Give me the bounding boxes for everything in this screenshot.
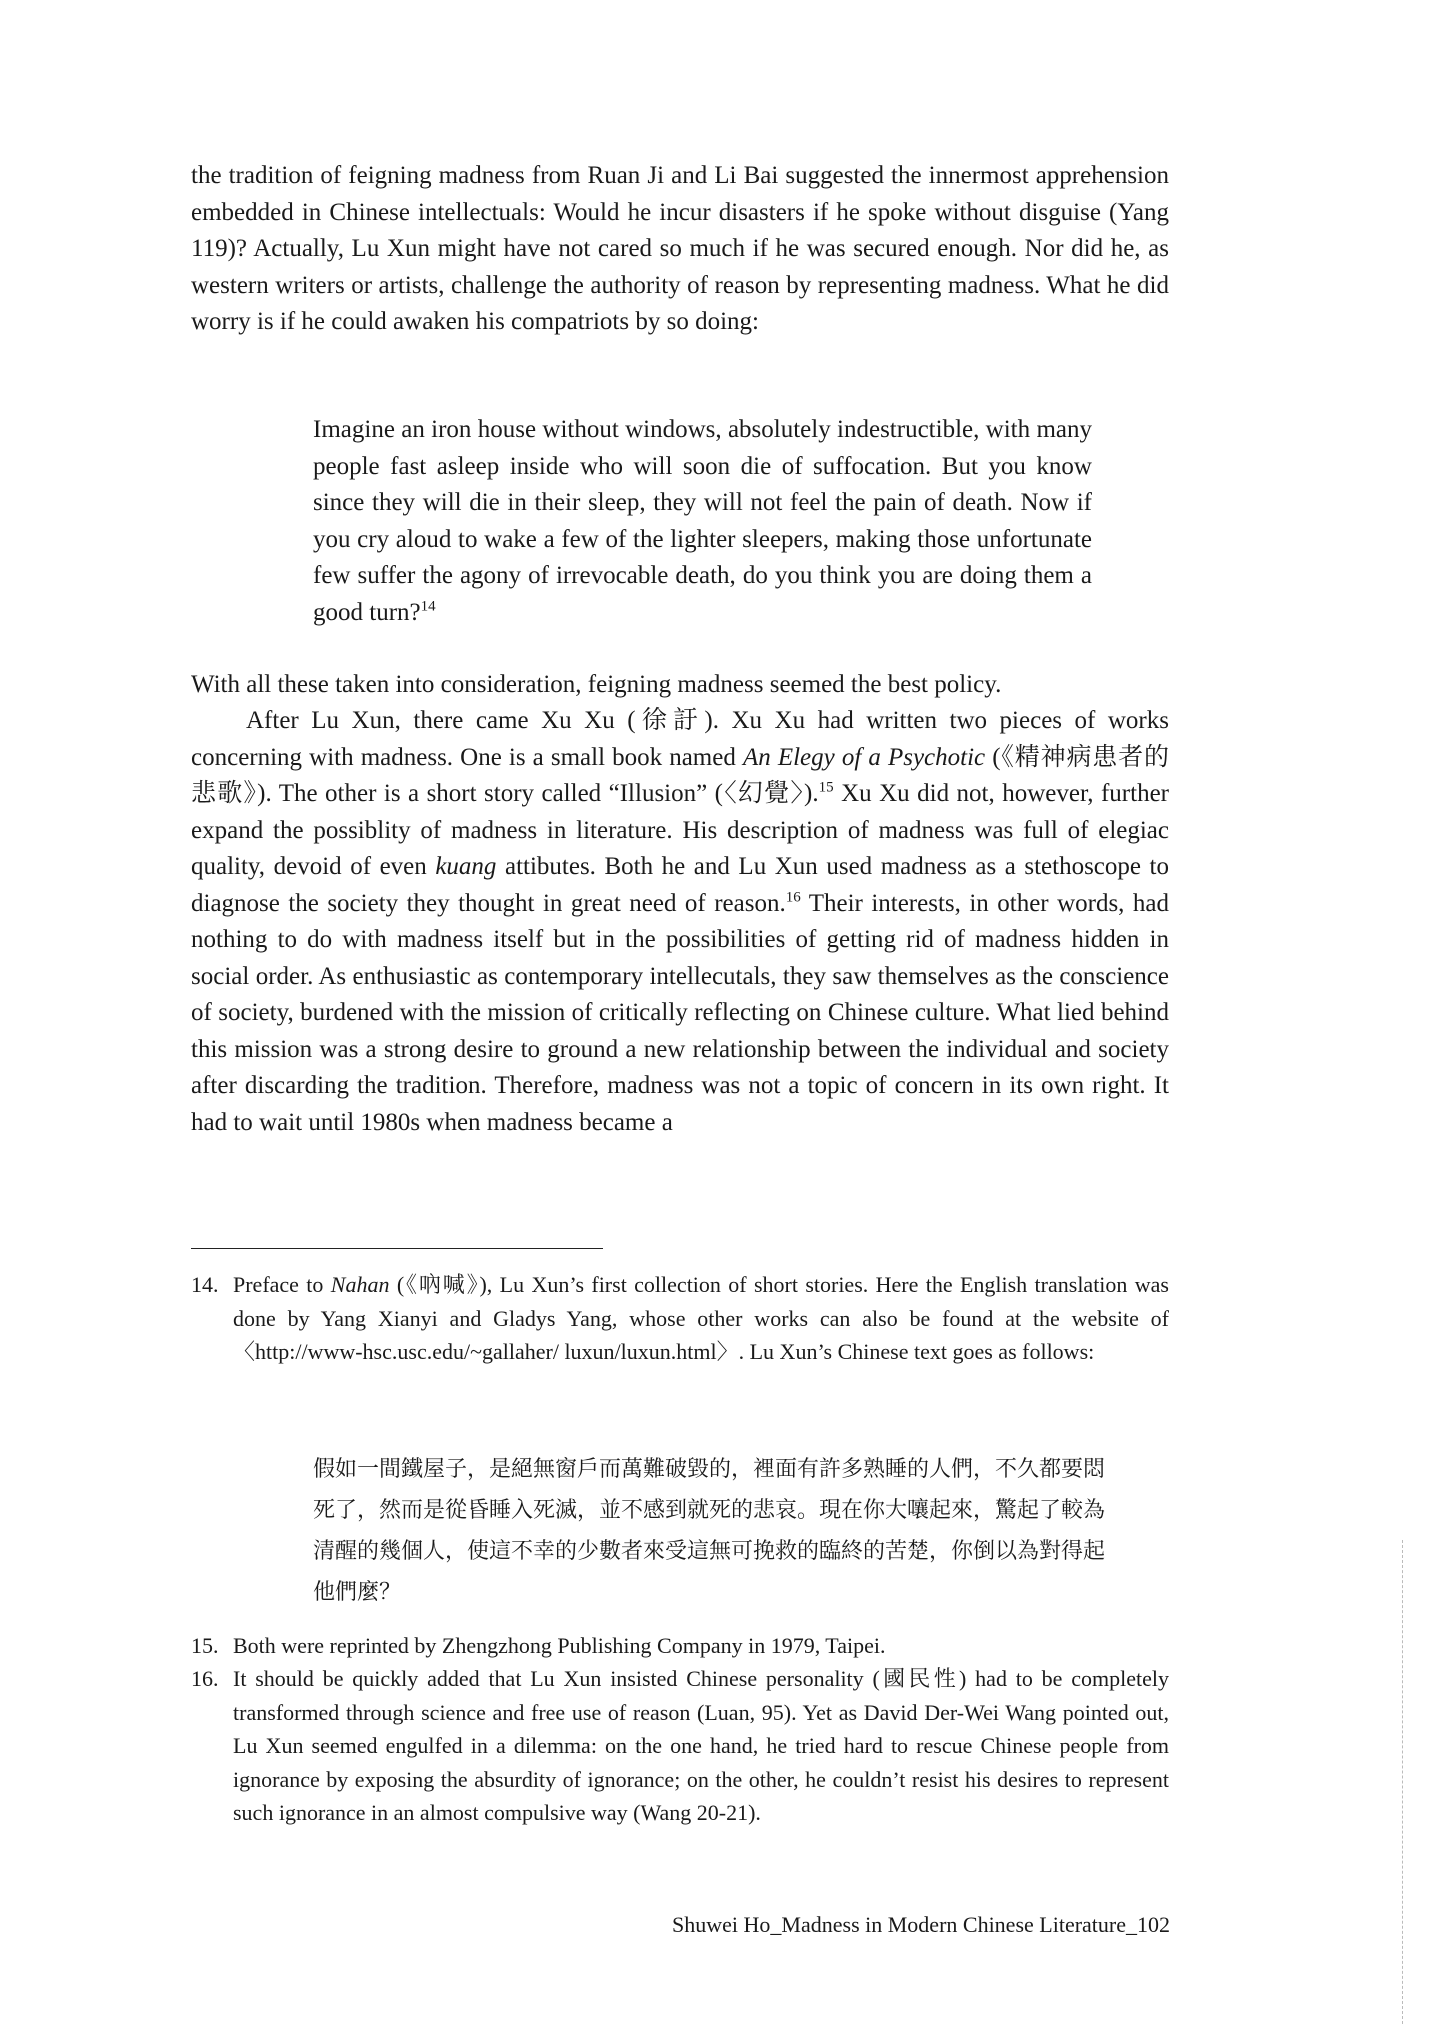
book-title: Nahan: [330, 1272, 390, 1297]
body-paragraph-1: the tradition of feigning madness from Ruan Ji and Li Bai suggested the innermost apprehension embedded in Chinese intellectuals: Would he incur disasters if he spoke without disguise (Yang 119)? Actually, Lu Xun might have not cared so much if he was secured enough. Nor did he, as western writers or artists, challenge the authority of reason by representing madness. What he did worry is if he could awaken his compatriots by so doing:: [191, 162, 1169, 335]
italic-term: kuang: [435, 853, 497, 880]
footnote-15: [191, 1629, 1169, 1663]
footnote-text: It should be quickly added that Lu Xun insisted Chinese personality (國民性) had to be completely transformed through science and free use of reason (Luan, 95). Yet as David Der-Wei Wang pointed out, Lu Xun seemed engulfed in a dilemma: on the one hand, he tried hard to rescue Chinese people from ignorance by exposing the absurdity of ignorance; on the other, he couldn’t resist his desires to represent such ignorance in an almost compulsive way (Wang 20-21).: [233, 1666, 1169, 1825]
footnote-number: 15.: [191, 1633, 219, 1658]
scan-edge-mark: [1402, 1540, 1403, 2024]
paragraph-text: Xu Xu did not, however, further expand the possiblity of madness in literature. His description of madness was full of elegiac quality, devoid of even: [191, 780, 1169, 880]
footnote-text: Preface to: [233, 1272, 331, 1297]
book-title: An Elegy of a Psychotic: [742, 743, 986, 771]
footnote-text: Both were reprinted by Zhengzhong Publishing Company in 1979, Taipei.: [233, 1633, 886, 1658]
footnote-ref-14: 14: [420, 598, 436, 615]
footnote-14: [191, 1268, 1169, 1369]
body-paragraph-3: [191, 703, 1169, 1141]
footnote-14-chinese-quote: 假如一間鐵屋子，是絕無窗戶而萬難破毀的，裡面有許多熟睡的人們，不久都要悶死了，然而是從昏睡入死滅，並不感到就死的悲哀。現在你大嚷起來，驚起了較為清醒的幾個人，使這不幸的少數者來受這無可挽救的臨終的苦楚，你倒以為對得起他們麼？: [313, 1457, 1106, 1605]
footnote-text: (《吶喊》), Lu Xun’s first collection of short stories. Here the English translation was done by Yang Xianyi and Gladys Yang, whose other works can also be found at the website of 〈http://www-hsc.usc.edu/~gallaher/ luxun/luxun.html〉. Lu Xun’s Chinese text goes as follows:: [233, 1272, 1169, 1364]
paragraph-text: Their interests, in other words, had nothing to do with madness itself but in the possibilities of getting rid of madness hidden in social order. As enthusiastic as contemporary intellecutals, they saw themselves as the conscience of society, burdened with the mission of critically reflecting on Chinese culture. What lied behind this mission was a strong desire to ground a new relationship between the individual and society after discarding the tradition. Therefore, madness was not a topic of concern in its own right. It had to wait until 1980s when madness became a: [191, 889, 1169, 1136]
block-quote: [313, 412, 1092, 631]
body-paragraph-2: With all these taken into consideration, feigning madness seemed the best policy.: [191, 671, 1002, 698]
footnote-number: 14.: [191, 1272, 219, 1297]
paragraph-text: attibutes. Both he and Lu Xun used madness as a stethoscope to diagnose the society they thought in great need of reason.: [191, 853, 1169, 917]
paragraph-text: After Lu Xun, there came Xu Xu (徐訏). Xu Xu had written two pieces of works concerning with madness. One is a small book named: [191, 707, 1169, 771]
footnote-separator: [191, 1248, 603, 1249]
footnote-number: 16.: [191, 1666, 219, 1691]
footnote-ref-15: 15: [818, 779, 834, 796]
paragraph-text: (《精神病患者的悲歌》). The other is a short story called “Illusion” (〈幻覺〉).: [191, 743, 1170, 807]
block-quote-text: Imagine an iron house without windows, absolutely indestructible, with many people fast asleep inside who will soon die of suffocation. But you know since they will die in their sleep, they will not feel the pain of death. Now if you cry aloud to wake a few of the lighter sleepers, making those unfortunate few suffer the agony of irrevocable death, do you think you are doing them a good turn?: [313, 416, 1092, 626]
page-footer: Shuwei Ho_Madness in Modern Chinese Literature_102: [672, 1912, 1170, 1937]
footnote-16: [191, 1662, 1169, 1830]
footnote-ref-16: 16: [785, 889, 801, 906]
